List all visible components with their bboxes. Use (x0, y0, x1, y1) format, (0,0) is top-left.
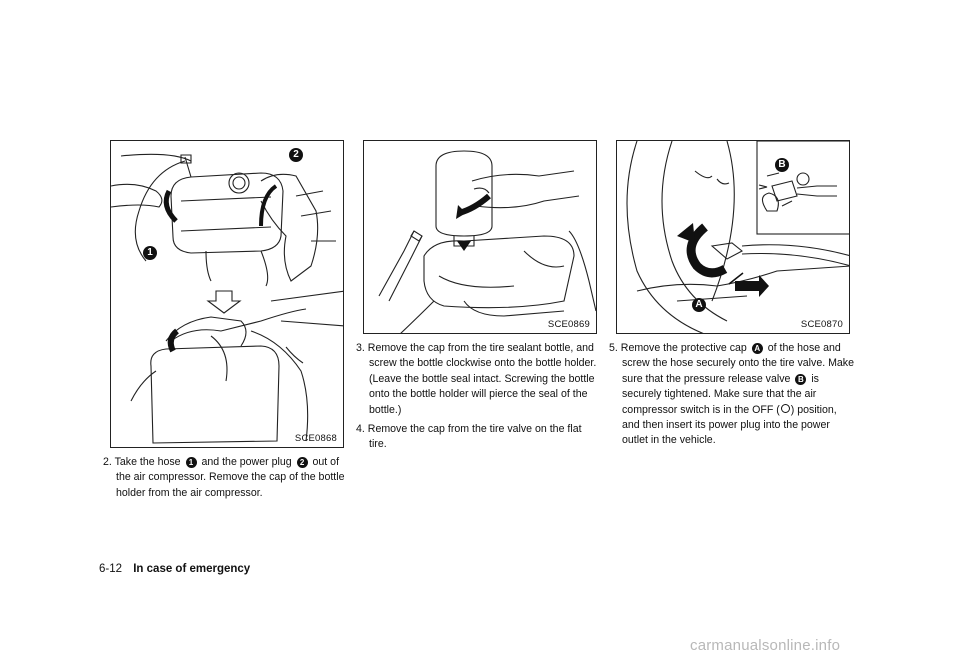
step-number: 4. (356, 423, 365, 436)
step-text: ) position, and then insert its power plug into the power outlet in the vehicle. (622, 403, 837, 447)
step-text: is securely tightened. Make sure that the air compressor switch is in the OFF ( (622, 372, 819, 416)
step-5-text (609, 341, 854, 453)
step-text: Remove the protective cap (620, 342, 747, 354)
callout-2-badge: 2 (297, 457, 308, 468)
section-title: In case of emergency (133, 563, 251, 575)
step-5 (609, 341, 854, 449)
step-text: out of the air compressor. Remove the cap of the bottle holder from the air compressor. (116, 456, 345, 499)
step-3 (356, 341, 601, 418)
step-text: Remove the cap from the tire valve on the flat tire. (367, 423, 582, 451)
step-text: Take the hose (114, 456, 181, 468)
figure-sce0869 (363, 140, 597, 334)
figure-sce0870 (616, 140, 850, 334)
step-number: 5. (609, 342, 618, 354)
page-footer (99, 563, 250, 575)
tire-valve-illustration (617, 141, 850, 334)
sealant-bottle-illustration (364, 141, 597, 334)
step-text: and the power plug (201, 456, 292, 468)
page-number: 6-12 (99, 563, 123, 575)
off-symbol-icon (781, 404, 790, 413)
figure-label: SCE0870 (800, 319, 843, 330)
callout-b-badge: B (775, 158, 789, 172)
callout-b-badge: B (795, 374, 806, 385)
step-2-text (103, 455, 348, 505)
callout-2-badge: 2 (289, 148, 303, 162)
steps-3-4-text (356, 341, 601, 457)
watermark: carmanualsonline.info (690, 637, 841, 654)
figure-sce0868 (110, 140, 344, 448)
callout-a-badge: A (752, 343, 763, 354)
callout-1-badge: 1 (143, 246, 157, 260)
step-number: 3. (356, 342, 365, 354)
step-2 (103, 455, 348, 501)
callout-1-badge: 1 (186, 457, 197, 468)
compressor-hose-illustration (111, 141, 344, 448)
step-text: of the hose and screw the hose securely onto the tire valve. Make sure that the pressure release valve (622, 342, 854, 385)
callout-a-badge: A (692, 298, 706, 312)
figure-label: SCE0869 (547, 319, 590, 330)
step-text: Remove the cap from the tire sealant bottle, and screw the bottle clockwise onto the bottle holder. (Leave the bottle seal intact. Screwing the bottle onto the bottle holder will pierce the seal of the bottle.) (367, 342, 597, 416)
figure-label: SCE0868 (294, 433, 337, 444)
step-number: 2. (103, 456, 112, 468)
step-4 (356, 422, 601, 453)
